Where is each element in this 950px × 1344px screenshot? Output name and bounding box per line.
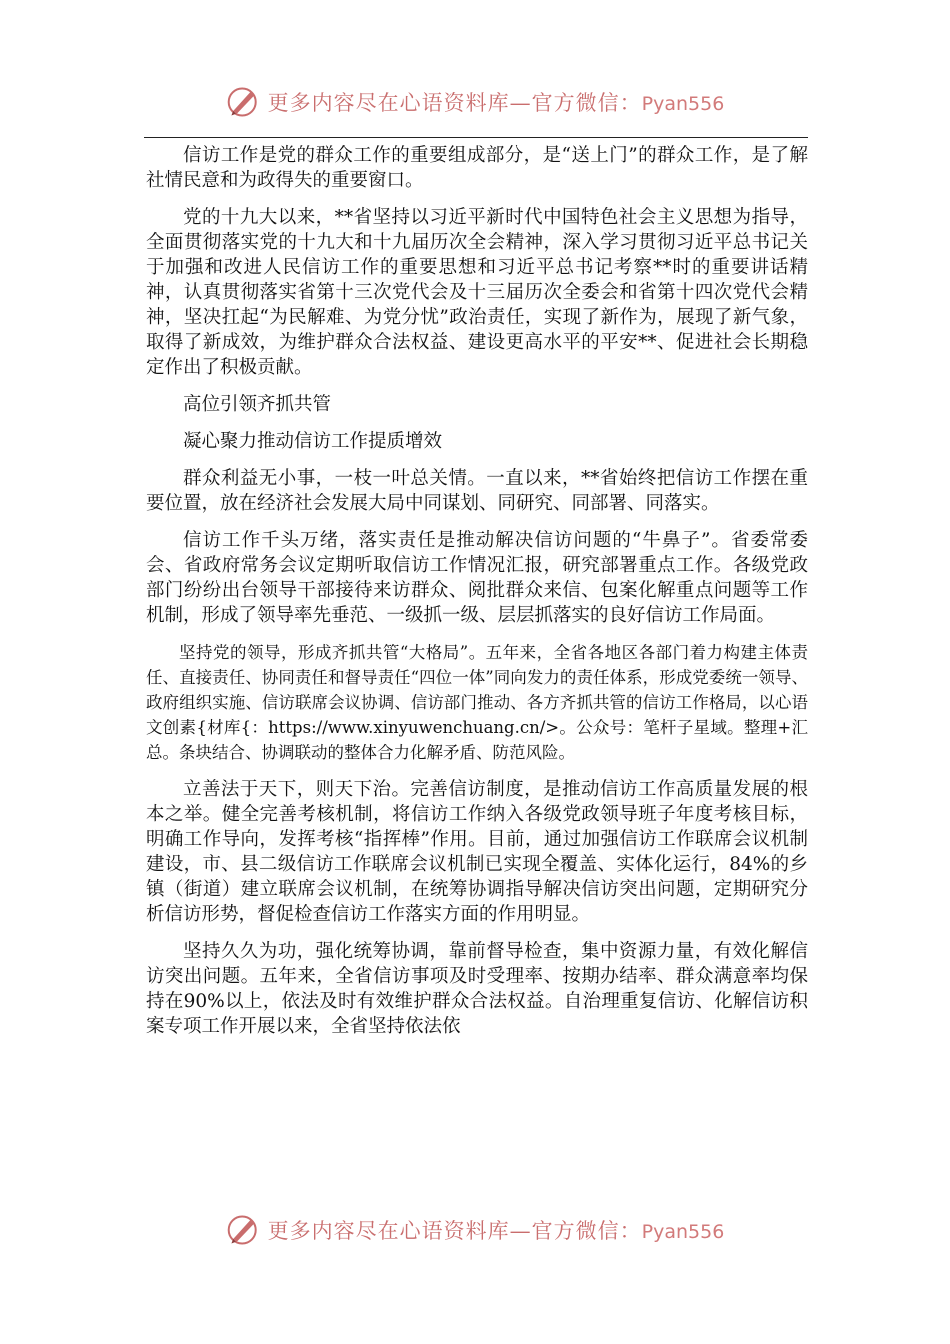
section-subheading: 凝心聚力推动信访工作提质增效 [183,431,443,452]
paragraph: 坚持久久为功，强化统筹协调，靠前督导检查，集中资源力量，有效化解信访突出问题。五年来，全省信访事项及时受理率、按期办结率、群众满意率均保持在90%以上，依法及时有效维护群众合法权益。自治理重复信访、化解信访积案专项工作开展以来，全省坚持依法依 [146,941,808,1037]
header-divider [144,137,808,138]
footer-banner [0,1212,950,1248]
paragraph: 党的十九大以来，**省坚持以习近平新时代中国特色社会主义思想为指导，全面贯彻落实党的十九大和十九届历次全会精神，深入学习贯彻习近平总书记关于加强和改进人民信访工作的重要思想和习近平总书记考察**时的重要讲话精神，认真贯彻落实省第十三次党代会及十三届历次全委会和省第十四次党代会精神，坚决扛起“为民解难、为党分忧”政治责任，实现了新作为，展现了新气象，取得了新成效，为维护群众合法权益、建设更高水平的平安**、促进社会长期稳定作出了积极贡献。 [146,207,808,378]
section-heading: 高位引领齐抓共管 [183,394,332,415]
paragraph: 立善法于天下，则天下治。完善信访制度，是推动信访工作高质量发展的根本之举。健全完善考核机制，将信访工作纳入各级党政领导班子年度考核目标，明确工作导向，发挥考核“指挥棒”作用。目前，通过加强信访工作联席会议机制建设，市、县二级信访工作联席会议机制已实现全覆盖、实体化运行，84%的乡镇（街道）建立联席会议机制，在统筹协调指导解决信访突出问题，定期研究分析信访形势，督促检查信访工作落实方面的作用明显。 [146,779,808,925]
document-body [146,143,808,1051]
paragraph: 群众利益无小事，一枝一叶总关情。一直以来，**省始终把信访工作摆在重要位置，放在经济社会发展大局中同谋划、同研究、同部署、同落实。 [146,468,808,514]
banner-text: 更多内容尽在心语资料库—官方微信：Pyan556 [267,91,725,115]
banner-brand: Pyan556 [641,93,725,115]
pen-logo-icon [226,1212,262,1248]
banner-text: 更多内容尽在心语资料库—官方微信：Pyan556 [267,1219,725,1243]
pen-logo-icon [226,84,262,120]
paragraph: 信访工作是党的群众工作的重要组成部分，是“送上门”的群众工作，是了解社情民意和为政得失的重要窗口。 [146,145,808,191]
paragraph: 坚持党的领导，形成齐抓共管“大格局”。五年来，全省各地区各部门着力构建主体责任、直接责任、协同责任和督导责任“四位一体”同向发力的责任体系，形成党委统一领导、政府组织实施、信访联席会议协调、信访部门推动、各方齐抓共管的信访工作格局，以心语文创素{材库{：https://www.xinyuwenchuang.cn/>。公众号：笔杆子星域。整理+汇总。条块结合、协调联动的整体合力化解矛盾、防范风险。 [146,643,808,762]
banner-brand: Pyan556 [641,1221,725,1243]
header-banner [0,84,950,120]
paragraph: 信访工作千头万绪，落实责任是推动解决信访问题的“牛鼻子”。省委常委会、省政府常务会议定期听取信访工作情况汇报，研究部署重点工作。各级党政部门纷纷出台领导干部接待来访群众、阅批群众来信、包案化解重点问题等工作机制，形成了领导率先垂范、一级抓一级、层层抓落实的良好信访工作局面。 [146,530,808,626]
